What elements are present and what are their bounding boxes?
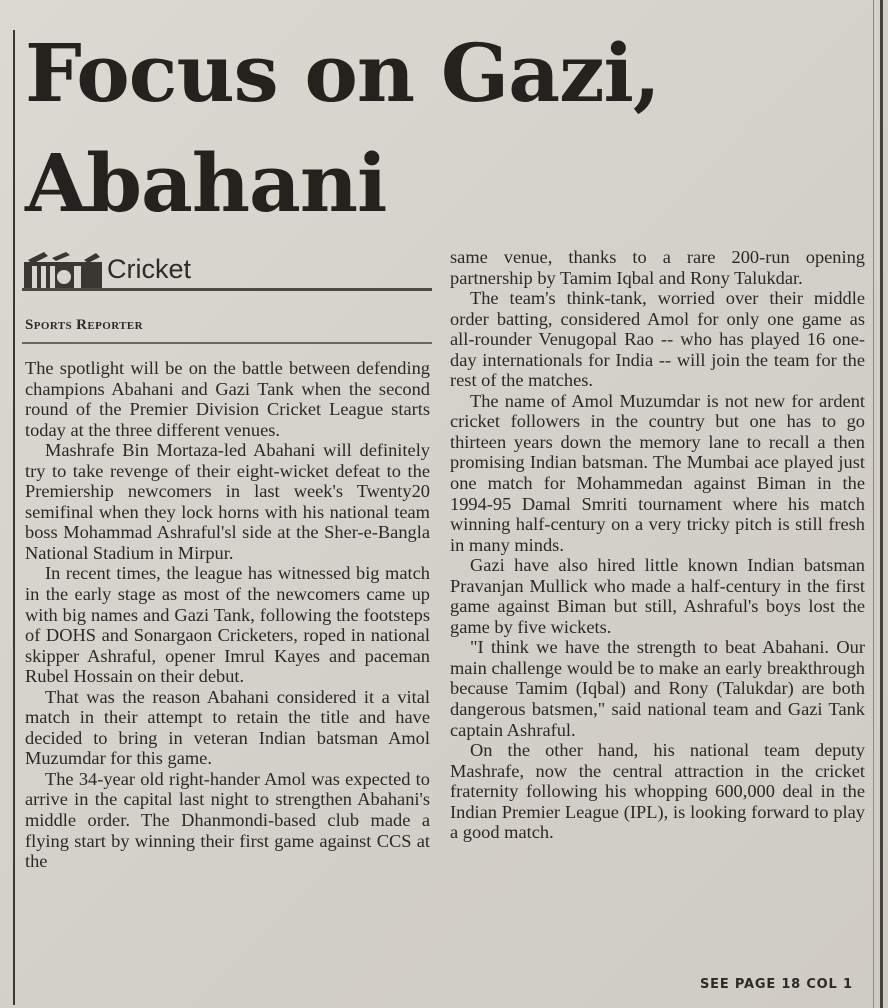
left-column-rule [13,30,15,1005]
headline-line-1: Focus on Gazi, [25,26,660,120]
article-headline [25,18,870,238]
section-divider [22,288,432,291]
section-tag [22,250,432,294]
right-column-rule [880,0,883,1008]
byline-divider [22,342,432,344]
paragraph: "I think we have the strength to beat Abahani. Our main challenge would be to make an early breakthrough because Tamim (Iqbal) and Rony (Talukdar) are both dangerous batsmen," said national team and Gazi Tank captain Ashraful. [450,637,865,740]
paragraph: The team's think-tank, worried over their middle order batting, considered Amol for only one game as all-rounder Venugopal Rao -- who has played 16 one-day internationals for India -- will join the team for the rest of the matches. [450,288,865,391]
article-column-2 [450,247,865,843]
continuation-jump-line: SEE PAGE 18 COL 1 [700,977,853,992]
cricket-logo-icon [22,250,104,290]
right-inner-rule [873,0,874,1008]
headline-line-2: Abahani [25,136,387,230]
byline: Sports Reporter [25,317,143,333]
paragraph: The spotlight will be on the battle between defending champions Abahani and Gazi Tank when the second round of the Premier Division Cricket League starts today at the three different venues. [25,358,430,440]
paragraph: In recent times, the league has witnessed big match in the early stage as most of the newcomers came up with big names and Gazi Tank, following the footsteps of DOHS and Sonargaon Cricketers, roped in national skipper Ashraful, opener Imrul Kayes and paceman Rubel Hossain on their debut. [25,563,430,687]
section-name: Cricket [107,254,192,284]
paragraph: That was the reason Abahani considered it a vital match in their attempt to retain the title and have decided to bring in veteran Indian batsman Amol Muzumdar for this game. [25,686,430,769]
paragraph-continuation: same venue, thanks to a rare 200-run opening partnership by Tamim Iqbal and Rony Talukdar. [450,247,865,288]
paragraph: Mashrafe Bin Mortaza-led Abahani will definitely try to take revenge of their eight-wicket defeat to the Premiership newcomers in last week's Twenty20 semifinal when they lock horns with his national team boss Mohammad Ashraful'sl side at the Sher-e-Bangla National Stadium in Mirpur. [25,440,430,563]
article-column-1 [25,358,430,872]
paragraph: The name of Amol Muzumdar is not new for ardent cricket followers in the country but one has to go thirteen years down the memory lane to recall a then promising Indian batsman. The Mumbai ace played just one match for Mohammedan against Biman in the 1994-95 Damal Smriti tournament where his match winning half-century on a very tricky pitch is still fresh in many minds. [450,390,865,555]
paragraph: Gazi have also hired little known Indian batsman Pravanjan Mullick who made a half-century in the first game against Biman but still, Ashraful's boys lost the game by five wickets. [450,555,865,637]
paragraph: On the other hand, his national team deputy Mashrafe, now the central attraction in the cricket fraternity following his whopping 600,000 deal in the Indian Premier League (IPL), is looking forward to play a good match. [450,740,865,843]
paragraph: The 34-year old right-hander Amol was expected to arrive in the capital last night to strengthen Abahani's middle order. The Dhanmondi-based club made a flying start by winning their first game against CCS at the [25,768,430,872]
